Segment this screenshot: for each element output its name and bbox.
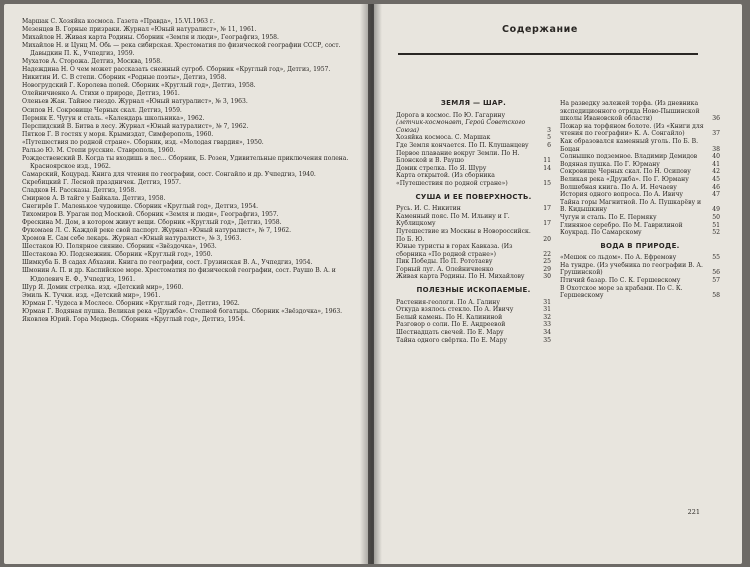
toc-entry-title [396, 172, 535, 187]
toc-page-number: 52 [712, 229, 720, 237]
toc-entry-text: На тундре. (Из учебника по географии В. А. Грушинской) [560, 261, 703, 277]
toc-entry [560, 222, 720, 230]
toc-page-number: 17 [543, 220, 551, 228]
toc-entry-text: Горный луг. А. Олейничиенко [396, 265, 494, 273]
toc-entry-text: Птичий базар. По С. К. Гершевскому [560, 277, 681, 285]
bibliography-entry: «Путешествия по родной стране». Сборник, изд. «Молодая гвардия», 1950. [22, 138, 264, 146]
toc-page-number: 35 [543, 336, 551, 344]
toc-entry [560, 176, 720, 184]
toc-entry [560, 199, 720, 214]
toc-page-number: 49 [712, 206, 720, 214]
toc-entry [396, 273, 551, 281]
bibliography-entry: Фрескина М. Дом, в котором живут вещи. Сборник «Круглый год», Детгиз, 1958. [22, 219, 282, 227]
toc-entry-title [396, 150, 535, 165]
toc-entry-title [396, 243, 535, 258]
toc-page-number: 6 [547, 141, 551, 149]
bibliography-entry: Оленьев Жан. Тайное гнездо. Журнал «Юный натуралист», № 3, 1963. [22, 98, 248, 106]
bibliography-entry: Шимкуба Б. В садах Абхазии. Книга по географии, сост. Грузинская В. А., Учпедгиз, 1954. [22, 259, 313, 267]
bibliography-entry: Мухатов А. Сторожа. Детгиз, Москва, 1958. [22, 58, 163, 66]
toc-entry-text: Как образовался каменный уголь. По Б. В. Боцан [560, 137, 699, 153]
bibliography-entry: Надеждина Н. О чем может рассказать снежный сугроб. Сборник «Круглый год», Детгиз, 1957. [22, 66, 331, 74]
toc-page-number: 45 [712, 175, 720, 183]
toc-entry-text: Разговор о соли. По Е. Андреевой [396, 321, 506, 329]
toc-page-number: 31 [543, 298, 551, 306]
toc-entry-title [396, 258, 535, 266]
bibliography-entry: Новогрудский Г. Королева полей. Сборник «Круглый год», Детгиз, 1958. [22, 82, 256, 90]
toc-page-number: 50 [712, 213, 720, 221]
toc-page-number: 20 [543, 235, 551, 243]
contents-column-1 [396, 100, 551, 344]
bibliography-entry: Смирнов А. В тайге у Байкала. Детгиз, 1958. [22, 195, 166, 203]
toc-entry-title [396, 314, 535, 322]
toc-entry-title [560, 153, 704, 161]
toc-page-number: 14 [543, 164, 551, 172]
toc-entry [560, 138, 720, 153]
toc-entry-title [560, 277, 704, 285]
contents-column-2 [560, 100, 720, 300]
section-heading: СУША И ЕЕ ПОВЕРХНОСТЬ. [415, 192, 532, 201]
toc-page-number: 55 [712, 254, 720, 262]
toc-page-number: 41 [712, 160, 720, 168]
toc-entry-text: Растения-геологи. По А. Галину [396, 298, 500, 306]
toc-entry-text: Тайна горы Магнитной. По А. Пушкарёву и В. Кидышкину [560, 198, 702, 214]
toc-entry-text: Юные туристы в горах Кавказа. (Из сборника «По родной стране») [396, 243, 513, 258]
toc-entry-title [560, 199, 704, 214]
toc-entry-title [560, 161, 704, 169]
toc-page-number: 5 [547, 134, 551, 142]
title-rule [398, 53, 698, 55]
toc-entry-text: «Мешок со льдом». По А. Ефремову [560, 254, 677, 262]
toc-page-number: 47 [712, 191, 720, 199]
toc-entry-title [396, 134, 535, 142]
toc-entry [560, 214, 720, 222]
toc-page-number: 42 [712, 168, 720, 176]
toc-entry-title [560, 214, 704, 222]
contents-title: Содержание [502, 24, 578, 35]
toc-page-number: 3 [547, 126, 551, 134]
toc-entry-text: В Охотское море за крабами. По С. К. Гершевскому [560, 284, 683, 300]
right-page [374, 4, 742, 564]
bibliography-entry: Юрман Г. Водяная пушка. Великая река «Дружба». Степной богатырь. Сборник «Звёздочка», 1963. [22, 307, 343, 315]
toc-entry [396, 321, 551, 329]
toc-entry [396, 306, 551, 314]
toc-entry-text: Солнышко подземное. Владимир Демидов [560, 153, 698, 161]
toc-entry-title [560, 222, 704, 230]
toc-entry-text: Карта открытой. (Из сборника «Путешествия по родной стране») [396, 172, 508, 187]
toc-page-number: 46 [712, 183, 720, 191]
toc-page-number: 36 [712, 115, 720, 123]
toc-entry-text: Чугун и сталь. По Е. Пермяку [560, 213, 657, 221]
toc-page-number: 32 [543, 313, 551, 321]
toc-entry-text: Пик Победы. По П. Рототаеву [396, 258, 493, 266]
bibliography-entry: Эмиль К. Тучки. изд. «Детский мир», 1961. [22, 291, 161, 299]
toc-entry-text: Белый камень. По Н. Калининой [396, 313, 503, 321]
toc-page-number: 58 [712, 292, 720, 300]
toc-entry-title [396, 273, 535, 281]
page-number: 221 [687, 508, 700, 516]
bibliography-entry: Тихомиров В. Ураган под Москвой. Сборник «Земля и люди», Географгиз, 1957. [22, 211, 279, 219]
toc-entry-title [560, 285, 704, 300]
toc-entry [560, 262, 720, 277]
toc-page-number: 34 [543, 329, 551, 337]
bibliography-entry: Пермяк Е. Чугун и сталь. «Календарь школьника», 1962. [22, 114, 205, 122]
toc-entry-text: Русь. И. С. Никитин [396, 205, 461, 213]
toc-page-number: 25 [543, 258, 551, 266]
toc-entry-text: Глиняное серебро. По М. Гаврилиной [560, 221, 683, 229]
toc-entry [396, 337, 551, 345]
toc-page-number: 37 [712, 130, 720, 138]
toc-entry-title [396, 321, 535, 329]
toc-page-number: 17 [543, 205, 551, 213]
section-heading: ПОЛЕЗНЫЕ ИСКОПАЕМЫЕ. [416, 286, 531, 295]
toc-entry-text: Живая карта Родины. По Н. Михайлову [396, 273, 525, 281]
toc-entry-text: Сокровище Черных скал. По Н. Осипову [560, 168, 691, 176]
toc-entry-text: Коукрад. По Самарскому [560, 229, 642, 237]
bibliography-entry: Пятков Г. В гостях у моря. Крымиздат, Симферополь, 1960. [22, 130, 214, 138]
toc-entry-title [560, 168, 704, 176]
toc-entry-title [560, 184, 704, 192]
toc-entry-title [396, 337, 535, 345]
bibliography-entry: Юрман Г. Чудеса в Мослесе. Сборник «Круглый год», Детгиз, 1962. [22, 299, 240, 307]
toc-page-number: 29 [543, 265, 551, 273]
toc-entry [396, 165, 551, 173]
bibliography-entry: Шур Я. Домик стрелка. изд. «Детский мир», 1960. [22, 283, 184, 291]
bibliography-entry: Скребицкий Г. Лесной праздничек. Детгиз, 1957. [22, 178, 181, 186]
toc-entry [396, 258, 551, 266]
toc-entry-text: Пожар на торфяном болоте. (Из «Книги для чтения по географии» К. А. Сонгайло) [560, 122, 704, 138]
bibliography-entry: Шмонин А. П. и др. Каспийское море. Хрестоматия по физической географии, сост. Раушо В. А. и Юдолевич Е. Ф., Учпедгиз, 1961. [22, 267, 336, 283]
section-heading: ВОДА В ПРИРОДЕ. [600, 241, 680, 250]
toc-page-number: 51 [712, 221, 720, 229]
toc-entry-text: Водяная пушка. По Г. Юрману [560, 160, 660, 168]
toc-page-number: 22 [543, 250, 551, 258]
toc-entry-text: Волшебная книга. По А. И. Нечаеву [560, 183, 677, 191]
bibliography-entry: Михайлов Н. Живая карта Родины. Сборник «Земля и люди», Географгиз, 1958. [22, 34, 279, 42]
toc-entry-text: Хозяйка космоса. С. Маршак [396, 134, 491, 142]
toc-entry-text: Шестнадцать свечей. По Е. Мару [396, 329, 504, 337]
toc-entry [396, 228, 551, 243]
toc-entry [396, 134, 551, 142]
toc-entry-title [396, 205, 535, 213]
toc-entry-title [560, 138, 704, 153]
toc-entry [560, 100, 720, 123]
section-heading: ЗЕМЛЯ — ШАР. [440, 99, 507, 107]
toc-entry-title [396, 142, 535, 150]
toc-entry-text: Первое плавание вокруг Земли. По Н. Блонской и В. Раушо [396, 149, 520, 165]
bibliography-entry: Рождественский В. Когда ты входишь в лес... Сборник, Б. Розен, Удивительные приключения полена. Красноярское изд., 1962. [22, 154, 349, 170]
toc-entry-text: Дорога в космос. По Ю. Гагарину [396, 111, 506, 119]
toc-page-number: 57 [712, 277, 720, 285]
toc-entry-title [560, 191, 704, 199]
toc-entry-title [560, 176, 704, 184]
toc-entry-title [396, 329, 535, 337]
toc-entry-text: История одного вопроса. По А. Ивичу [560, 191, 683, 199]
toc-entry [560, 254, 720, 262]
toc-entry [560, 184, 720, 192]
bibliography-entry: Михайлов Н. и Цунц М. Обь — река сибирская. Хрестоматия по физической географии СССР, сост. Давыдкин П. К., Учпедгиз, 1959. [22, 42, 341, 58]
toc-page-number: 11 [543, 157, 551, 165]
toc-entry-title [396, 228, 535, 243]
toc-entry-title [560, 229, 704, 237]
toc-entry [560, 229, 720, 237]
toc-entry-title [560, 262, 704, 277]
bibliography-entry: Перспидский В. Битва в лесу. Журнал «Юный натуралист», № 7, 1962. [22, 122, 249, 130]
toc-entry-text: Великая река «Дружба». По Г. Юрману [560, 175, 689, 183]
toc-entry [396, 205, 551, 213]
toc-page-number: 33 [543, 321, 551, 329]
bibliography-entry: Осипов Н. Сокровище Черных скал. Детгиз, 1959. [22, 106, 182, 114]
toc-entry-text: На разведку залежей торфа. (Из дневника экспедиционного отряда Ново-Пышинской школы Ивановской области) [560, 100, 700, 123]
toc-entry-title [396, 299, 535, 307]
toc-entry-title [396, 112, 535, 135]
toc-entry-title [396, 266, 535, 274]
toc-entry-text: Тайна одного свёртка. По Е. Мару [396, 336, 507, 344]
toc-page-number: 15 [543, 179, 551, 187]
bibliography-entry: Маршак С. Хозяйка космоса. Газета «Правда», 15.VI.1963 г. [22, 18, 215, 25]
toc-entry [396, 314, 551, 322]
toc-entry [396, 142, 551, 150]
toc-entry [396, 172, 551, 187]
toc-entry [396, 150, 551, 165]
toc-entry [396, 266, 551, 274]
bibliography-list [22, 18, 356, 324]
bibliography-entry: Мезенцев В. Горные призраки. Журнал «Юный натуралист», № 11, 1961. [22, 26, 257, 34]
toc-entry [396, 243, 551, 258]
bibliography-entry: Сладков Н. Рассказы. Детгиз, 1958. [22, 186, 137, 194]
toc-page-number: 40 [712, 153, 720, 161]
toc-entry [396, 213, 551, 228]
toc-entry [560, 285, 720, 300]
toc-entry-text: Где Земля кончается. По П. Клушанцеву [396, 141, 529, 149]
toc-entry [560, 168, 720, 176]
toc-page-number: 31 [543, 306, 551, 314]
bibliography-entry: Хромов Е. Сам себе лекарь. Журнал «Юный натуралист», № 3, 1963. [22, 235, 242, 243]
toc-entry-text: Каменный пояс. По М. Ильину и Г. Кублицкому [396, 212, 510, 228]
toc-entry-title [396, 306, 535, 314]
bibliography-entry: Олейничиенко А. Стихи о природе, Детгиз, 1961. [22, 90, 180, 98]
toc-entry [396, 329, 551, 337]
toc-entry-title [396, 165, 535, 173]
toc-page-number: 38 [712, 145, 720, 153]
toc-entry [560, 191, 720, 199]
toc-entry-title [396, 213, 535, 228]
toc-entry [560, 277, 720, 285]
toc-page-number: 30 [543, 273, 551, 281]
toc-entry-text: Откуда взялось стекло. По А. Ивичу [396, 306, 514, 314]
toc-entry-text: Домик стрелка. По Я. Шуру [396, 164, 487, 172]
bibliography-entry: Ральзо Ю. М. Степи русские. Ставрополь, 1960. [22, 146, 176, 154]
toc-entry-title [560, 123, 704, 138]
toc-entry-title [560, 100, 704, 123]
toc-entry-title [560, 254, 704, 262]
toc-entry [560, 153, 720, 161]
toc-entry [560, 123, 720, 138]
bibliography-entry: Самарский, Коцурад. Книга для чтения по географии, сост. Сонгайло и др. Учпедгиз, 1940. [22, 170, 316, 178]
bibliography-entry: Яковлев Юрий. Гора Медведь. Сборник «Круглый год», Детгиз, 1954. [22, 315, 246, 323]
toc-entry [396, 299, 551, 307]
bibliography-entry: Никитин И. С. В степи. Сборник «Родные поэты», Детгиз, 1958. [22, 74, 227, 82]
bibliography-entry: Фукомаев Л. С. Каждой реке свой паспорт. Журнал «Юный натуралист», № 7, 1962. [22, 227, 291, 235]
bibliography-entry: Снегирёв Г. Маленькое чудовище. Сборник «Круглый год», Детгиз, 1954. [22, 203, 259, 211]
bibliography-entry: Шестакова Ю. Подснежник. Сборник «Круглый год», 1950. [22, 251, 213, 259]
toc-entry-text: Путешествие из Москвы в Новороссийск. По Б. Ю. [396, 227, 531, 243]
toc-page-number: 56 [712, 269, 720, 277]
toc-entry-note: (летчик-космонавт, Герой Советского Союза) [396, 119, 526, 134]
toc-entry [560, 161, 720, 169]
bibliography-entry: Шестаков Ю. Полярное сияние. Сборник «Звёздочка», 1963. [22, 243, 217, 251]
left-page [4, 4, 368, 564]
toc-entry [396, 112, 551, 135]
